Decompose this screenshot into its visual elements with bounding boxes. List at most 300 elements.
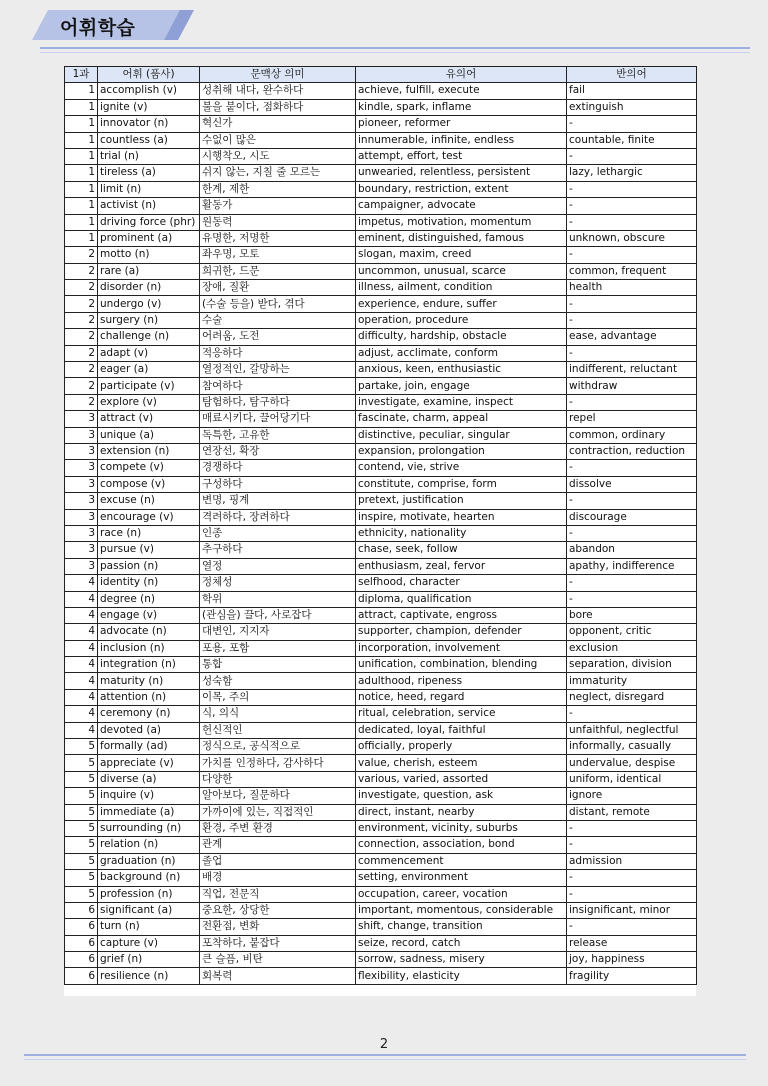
table-row <box>65 755 697 771</box>
cell-antonyms: ease, advantage <box>567 329 697 345</box>
cell-lesson: 5 <box>65 853 98 869</box>
table-row <box>65 591 697 607</box>
cell-synonyms: ethnicity, nationality <box>356 525 567 541</box>
cell-antonyms: apathy, indifference <box>567 558 697 574</box>
cell-synonyms: innumerable, infinite, endless <box>356 132 567 148</box>
cell-lesson: 4 <box>65 640 98 656</box>
table-row <box>65 624 697 640</box>
cell-word: passion (n) <box>98 558 200 574</box>
cell-synonyms: expansion, prolongation <box>356 443 567 459</box>
cell-meaning: 환경, 주변 환경 <box>200 820 356 836</box>
cell-synonyms: slogan, maxim, creed <box>356 247 567 263</box>
cell-synonyms: attempt, effort, test <box>356 148 567 164</box>
cell-word: unique (a) <box>98 427 200 443</box>
cell-meaning: 변명, 핑계 <box>200 493 356 509</box>
cell-synonyms: seize, record, catch <box>356 935 567 951</box>
cell-word: trial (n) <box>98 148 200 164</box>
cell-synonyms: achieve, fulfill, execute <box>356 83 567 99</box>
cell-synonyms: supporter, champion, defender <box>356 624 567 640</box>
table-row <box>65 83 697 99</box>
cell-synonyms: notice, heed, regard <box>356 689 567 705</box>
cell-synonyms: diploma, qualification <box>356 591 567 607</box>
cell-lesson: 2 <box>65 312 98 328</box>
cell-word: diverse (a) <box>98 771 200 787</box>
table-row <box>65 132 697 148</box>
cell-antonyms: separation, division <box>567 657 697 673</box>
cell-lesson: 1 <box>65 99 98 115</box>
cell-meaning: 좌우명, 모토 <box>200 247 356 263</box>
cell-synonyms: eminent, distinguished, famous <box>356 230 567 246</box>
table-row <box>65 935 697 951</box>
footer-rule <box>24 1054 746 1056</box>
cell-synonyms: connection, association, bond <box>356 837 567 853</box>
cell-meaning: 배경 <box>200 870 356 886</box>
cell-meaning: 성숙함 <box>200 673 356 689</box>
cell-synonyms: adjust, acclimate, conform <box>356 345 567 361</box>
table-row <box>65 99 697 115</box>
cell-meaning: 유명한, 저명한 <box>200 230 356 246</box>
cell-word: ceremony (n) <box>98 706 200 722</box>
cell-meaning: 다양한 <box>200 771 356 787</box>
cell-synonyms: experience, endure, suffer <box>356 296 567 312</box>
cell-lesson: 5 <box>65 837 98 853</box>
table-row <box>65 673 697 689</box>
cell-lesson: 4 <box>65 722 98 738</box>
cell-lesson: 1 <box>65 116 98 132</box>
cell-antonyms: distant, remote <box>567 804 697 820</box>
cell-lesson: 6 <box>65 952 98 968</box>
cell-antonyms: immaturity <box>567 673 697 689</box>
cell-meaning: 회복력 <box>200 968 356 984</box>
cell-antonyms: neglect, disregard <box>567 689 697 705</box>
cell-lesson: 2 <box>65 247 98 263</box>
table-row <box>65 411 697 427</box>
table-row <box>65 312 697 328</box>
cell-word: relation (n) <box>98 837 200 853</box>
cell-meaning: 불을 붙이다, 점화하다 <box>200 99 356 115</box>
cell-antonyms: - <box>567 886 697 902</box>
cell-synonyms: investigate, question, ask <box>356 788 567 804</box>
cell-antonyms: withdraw <box>567 378 697 394</box>
cell-antonyms: - <box>567 820 697 836</box>
cell-lesson: 4 <box>65 673 98 689</box>
cell-word: grief (n) <box>98 952 200 968</box>
cell-synonyms: uncommon, unusual, scarce <box>356 263 567 279</box>
table-row <box>65 230 697 246</box>
cell-synonyms: operation, procedure <box>356 312 567 328</box>
cell-meaning: 독특한, 고유한 <box>200 427 356 443</box>
cell-word: excuse (n) <box>98 493 200 509</box>
cell-synonyms: officially, properly <box>356 739 567 755</box>
cell-meaning: 정식으로, 공식적으로 <box>200 739 356 755</box>
cell-antonyms: admission <box>567 853 697 869</box>
cell-word: pursue (v) <box>98 542 200 558</box>
cell-lesson: 4 <box>65 591 98 607</box>
page-number: 2 <box>379 1037 389 1052</box>
cell-meaning: 가까이에 있는, 직접적인 <box>200 804 356 820</box>
cell-meaning: 직업, 전문직 <box>200 886 356 902</box>
cell-antonyms: - <box>567 837 697 853</box>
cell-meaning: 졸업 <box>200 853 356 869</box>
cell-lesson: 3 <box>65 558 98 574</box>
cell-word: compete (v) <box>98 460 200 476</box>
cell-meaning: 혁신가 <box>200 116 356 132</box>
cell-meaning: 시행착오, 시도 <box>200 148 356 164</box>
cell-meaning: 알아보다, 질문하다 <box>200 788 356 804</box>
cell-lesson: 1 <box>65 165 98 181</box>
cell-word: driving force (phr) <box>98 214 200 230</box>
cell-synonyms: distinctive, peculiar, singular <box>356 427 567 443</box>
cell-antonyms: unknown, obscure <box>567 230 697 246</box>
cell-antonyms: unfaithful, neglectful <box>567 722 697 738</box>
cell-antonyms: - <box>567 706 697 722</box>
cell-word: ignite (v) <box>98 99 200 115</box>
table-row <box>65 870 697 886</box>
cell-antonyms: insignificant, minor <box>567 902 697 918</box>
cell-meaning: 원동력 <box>200 214 356 230</box>
cell-antonyms: - <box>567 870 697 886</box>
table-row <box>65 247 697 263</box>
cell-lesson: 5 <box>65 820 98 836</box>
cell-synonyms: investigate, examine, inspect <box>356 394 567 410</box>
cell-lesson: 6 <box>65 919 98 935</box>
cell-antonyms: - <box>567 460 697 476</box>
cell-synonyms: value, cherish, esteem <box>356 755 567 771</box>
cell-lesson: 2 <box>65 329 98 345</box>
cell-antonyms: - <box>567 247 697 263</box>
cell-meaning: 중요한, 상당한 <box>200 902 356 918</box>
cell-lesson: 1 <box>65 148 98 164</box>
cell-word: appreciate (v) <box>98 755 200 771</box>
table-row <box>65 919 697 935</box>
cell-word: adapt (v) <box>98 345 200 361</box>
cell-lesson: 3 <box>65 476 98 492</box>
cell-lesson: 3 <box>65 509 98 525</box>
cell-meaning: 구성하다 <box>200 476 356 492</box>
table-row <box>65 542 697 558</box>
header-meaning: 문맥상 의미 <box>200 67 356 83</box>
cell-word: formally (ad) <box>98 739 200 755</box>
table-row <box>65 804 697 820</box>
cell-word: background (n) <box>98 870 200 886</box>
cell-meaning: 탐험하다, 탐구하다 <box>200 394 356 410</box>
table-row <box>65 296 697 312</box>
cell-meaning: 장애, 질환 <box>200 280 356 296</box>
table-row <box>65 345 697 361</box>
cell-word: immediate (a) <box>98 804 200 820</box>
table-row <box>65 657 697 673</box>
table-row <box>65 788 697 804</box>
cell-meaning: 성취해 내다, 완수하다 <box>200 83 356 99</box>
table-row <box>65 378 697 394</box>
table-row <box>65 198 697 214</box>
cell-meaning: 희귀한, 드문 <box>200 263 356 279</box>
cell-synonyms: adulthood, ripeness <box>356 673 567 689</box>
table-row <box>65 607 697 623</box>
cell-antonyms: repel <box>567 411 697 427</box>
cell-meaning: 통합 <box>200 657 356 673</box>
table-header-row <box>65 67 697 83</box>
cell-synonyms: partake, join, engage <box>356 378 567 394</box>
cell-word: explore (v) <box>98 394 200 410</box>
cell-synonyms: impetus, motivation, momentum <box>356 214 567 230</box>
cell-antonyms: - <box>567 345 697 361</box>
cell-meaning: 가치를 인정하다, 감사하다 <box>200 755 356 771</box>
cell-meaning: 포용, 포함 <box>200 640 356 656</box>
vocabulary-sheet <box>64 66 696 996</box>
cell-synonyms: selfhood, character <box>356 575 567 591</box>
cell-lesson: 5 <box>65 771 98 787</box>
cell-word: inquire (v) <box>98 788 200 804</box>
cell-word: significant (a) <box>98 902 200 918</box>
cell-word: undergo (v) <box>98 296 200 312</box>
table-row <box>65 575 697 591</box>
cell-meaning: 경쟁하다 <box>200 460 356 476</box>
cell-synonyms: commencement <box>356 853 567 869</box>
cell-lesson: 2 <box>65 345 98 361</box>
cell-antonyms: - <box>567 116 697 132</box>
cell-antonyms: - <box>567 312 697 328</box>
cell-antonyms: lazy, lethargic <box>567 165 697 181</box>
cell-synonyms: difficulty, hardship, obstacle <box>356 329 567 345</box>
cell-synonyms: contend, vie, strive <box>356 460 567 476</box>
cell-word: innovator (n) <box>98 116 200 132</box>
cell-antonyms: exclusion <box>567 640 697 656</box>
cell-synonyms: direct, instant, nearby <box>356 804 567 820</box>
cell-antonyms: fail <box>567 83 697 99</box>
cell-word: surgery (n) <box>98 312 200 328</box>
header-rule <box>40 47 750 49</box>
cell-antonyms: - <box>567 591 697 607</box>
cell-meaning: 연장선, 확장 <box>200 443 356 459</box>
cell-antonyms: - <box>567 394 697 410</box>
cell-meaning: 전환점, 변화 <box>200 919 356 935</box>
cell-lesson: 3 <box>65 525 98 541</box>
cell-antonyms: - <box>567 525 697 541</box>
cell-lesson: 5 <box>65 739 98 755</box>
cell-lesson: 3 <box>65 427 98 443</box>
cell-synonyms: environment, vicinity, suburbs <box>356 820 567 836</box>
table-row <box>65 525 697 541</box>
table-row <box>65 739 697 755</box>
cell-antonyms: countable, finite <box>567 132 697 148</box>
cell-antonyms: ignore <box>567 788 697 804</box>
cell-lesson: 2 <box>65 394 98 410</box>
cell-antonyms: release <box>567 935 697 951</box>
cell-word: limit (n) <box>98 181 200 197</box>
cell-antonyms: - <box>567 148 697 164</box>
table-row <box>65 280 697 296</box>
table-row <box>65 820 697 836</box>
cell-synonyms: enthusiasm, zeal, fervor <box>356 558 567 574</box>
cell-lesson: 6 <box>65 935 98 951</box>
table-row <box>65 214 697 230</box>
cell-meaning: (수술 등을) 받다, 겪다 <box>200 296 356 312</box>
cell-meaning: 쉬지 않는, 지칠 줄 모르는 <box>200 165 356 181</box>
cell-meaning: 한계, 제한 <box>200 181 356 197</box>
header-synonyms: 유의어 <box>356 67 567 83</box>
cell-antonyms: abandon <box>567 542 697 558</box>
cell-lesson: 5 <box>65 804 98 820</box>
table-row <box>65 968 697 984</box>
table-row <box>65 362 697 378</box>
cell-antonyms: - <box>567 493 697 509</box>
cell-meaning: 열정적인, 갈망하는 <box>200 362 356 378</box>
cell-synonyms: attract, captivate, engross <box>356 607 567 623</box>
table-row <box>65 722 697 738</box>
cell-lesson: 4 <box>65 624 98 640</box>
cell-antonyms: opponent, critic <box>567 624 697 640</box>
cell-synonyms: shift, change, transition <box>356 919 567 935</box>
table-row <box>65 443 697 459</box>
header-lesson: 1과 <box>65 67 98 83</box>
cell-antonyms: - <box>567 181 697 197</box>
cell-meaning: 학위 <box>200 591 356 607</box>
cell-lesson: 1 <box>65 230 98 246</box>
cell-meaning: 활동가 <box>200 198 356 214</box>
cell-meaning: 헌신적인 <box>200 722 356 738</box>
cell-synonyms: constitute, comprise, form <box>356 476 567 492</box>
cell-meaning: 관계 <box>200 837 356 853</box>
cell-lesson: 1 <box>65 214 98 230</box>
cell-lesson: 3 <box>65 493 98 509</box>
cell-word: inclusion (n) <box>98 640 200 656</box>
cell-lesson: 1 <box>65 83 98 99</box>
cell-word: capture (v) <box>98 935 200 951</box>
cell-lesson: 3 <box>65 542 98 558</box>
cell-antonyms: uniform, identical <box>567 771 697 787</box>
cell-synonyms: pioneer, reformer <box>356 116 567 132</box>
table-row <box>65 706 697 722</box>
cell-lesson: 2 <box>65 296 98 312</box>
cell-word: activist (n) <box>98 198 200 214</box>
table-row <box>65 640 697 656</box>
cell-lesson: 4 <box>65 706 98 722</box>
cell-word: maturity (n) <box>98 673 200 689</box>
cell-lesson: 3 <box>65 411 98 427</box>
table-row <box>65 116 697 132</box>
cell-lesson: 4 <box>65 607 98 623</box>
table-row <box>65 493 697 509</box>
cell-word: encourage (v) <box>98 509 200 525</box>
table-row <box>65 263 697 279</box>
cell-word: race (n) <box>98 525 200 541</box>
cell-word: engage (v) <box>98 607 200 623</box>
cell-synonyms: important, momentous, considerable <box>356 902 567 918</box>
cell-lesson: 1 <box>65 132 98 148</box>
cell-antonyms: bore <box>567 607 697 623</box>
table-row <box>65 558 697 574</box>
cell-word: devoted (a) <box>98 722 200 738</box>
cell-synonyms: ritual, celebration, service <box>356 706 567 722</box>
table-row <box>65 853 697 869</box>
cell-lesson: 5 <box>65 870 98 886</box>
cell-word: integration (n) <box>98 657 200 673</box>
header-rule-thin <box>40 52 750 53</box>
table-row <box>65 394 697 410</box>
cell-antonyms: undervalue, despise <box>567 755 697 771</box>
cell-lesson: 4 <box>65 689 98 705</box>
cell-synonyms: sorrow, sadness, misery <box>356 952 567 968</box>
cell-meaning: 적응하다 <box>200 345 356 361</box>
cell-meaning: 수없이 많은 <box>200 132 356 148</box>
cell-synonyms: campaigner, advocate <box>356 198 567 214</box>
cell-antonyms: - <box>567 575 697 591</box>
cell-meaning: 정체성 <box>200 575 356 591</box>
cell-lesson: 1 <box>65 181 98 197</box>
cell-lesson: 6 <box>65 968 98 984</box>
cell-meaning: 대변인, 지지자 <box>200 624 356 640</box>
cell-meaning: 격려하다, 장려하다 <box>200 509 356 525</box>
cell-synonyms: anxious, keen, enthusiastic <box>356 362 567 378</box>
cell-synonyms: setting, environment <box>356 870 567 886</box>
table-row <box>65 476 697 492</box>
table-row <box>65 837 697 853</box>
cell-synonyms: kindle, spark, inflame <box>356 99 567 115</box>
cell-lesson: 2 <box>65 378 98 394</box>
cell-meaning: 큰 슬픔, 비탄 <box>200 952 356 968</box>
vocabulary-table <box>64 66 697 985</box>
cell-antonyms: - <box>567 919 697 935</box>
cell-antonyms: indifferent, reluctant <box>567 362 697 378</box>
cell-antonyms: - <box>567 198 697 214</box>
table-row <box>65 148 697 164</box>
cell-lesson: 6 <box>65 902 98 918</box>
cell-lesson: 1 <box>65 198 98 214</box>
cell-meaning: 어려움, 도전 <box>200 329 356 345</box>
cell-meaning: 참여하다 <box>200 378 356 394</box>
cell-synonyms: boundary, restriction, extent <box>356 181 567 197</box>
cell-lesson: 3 <box>65 443 98 459</box>
table-row <box>65 329 697 345</box>
cell-lesson: 2 <box>65 280 98 296</box>
cell-word: resilience (n) <box>98 968 200 984</box>
cell-lesson: 2 <box>65 263 98 279</box>
cell-lesson: 3 <box>65 460 98 476</box>
cell-word: disorder (n) <box>98 280 200 296</box>
cell-synonyms: occupation, career, vocation <box>356 886 567 902</box>
cell-antonyms: extinguish <box>567 99 697 115</box>
cell-synonyms: unification, combination, blending <box>356 657 567 673</box>
cell-lesson: 5 <box>65 755 98 771</box>
cell-word: profession (n) <box>98 886 200 902</box>
cell-antonyms: common, ordinary <box>567 427 697 443</box>
table-row <box>65 902 697 918</box>
header-antonyms: 반의어 <box>567 67 697 83</box>
table-body <box>65 83 697 984</box>
cell-meaning: 포착하다, 붙잡다 <box>200 935 356 951</box>
cell-synonyms: fascinate, charm, appeal <box>356 411 567 427</box>
footer-rule-thin <box>24 1059 746 1060</box>
cell-antonyms: - <box>567 296 697 312</box>
page-title: 어휘학습 <box>60 17 136 39</box>
cell-synonyms: unwearied, relentless, persistent <box>356 165 567 181</box>
cell-meaning: 추구하다 <box>200 542 356 558</box>
cell-synonyms: various, varied, assorted <box>356 771 567 787</box>
cell-word: degree (n) <box>98 591 200 607</box>
table-row <box>65 689 697 705</box>
cell-antonyms: health <box>567 280 697 296</box>
cell-word: surrounding (n) <box>98 820 200 836</box>
cell-meaning: 식, 의식 <box>200 706 356 722</box>
cell-lesson: 2 <box>65 362 98 378</box>
cell-lesson: 4 <box>65 657 98 673</box>
cell-antonyms: common, frequent <box>567 263 697 279</box>
cell-antonyms: fragility <box>567 968 697 984</box>
table-row <box>65 509 697 525</box>
table-row <box>65 952 697 968</box>
cell-synonyms: chase, seek, follow <box>356 542 567 558</box>
